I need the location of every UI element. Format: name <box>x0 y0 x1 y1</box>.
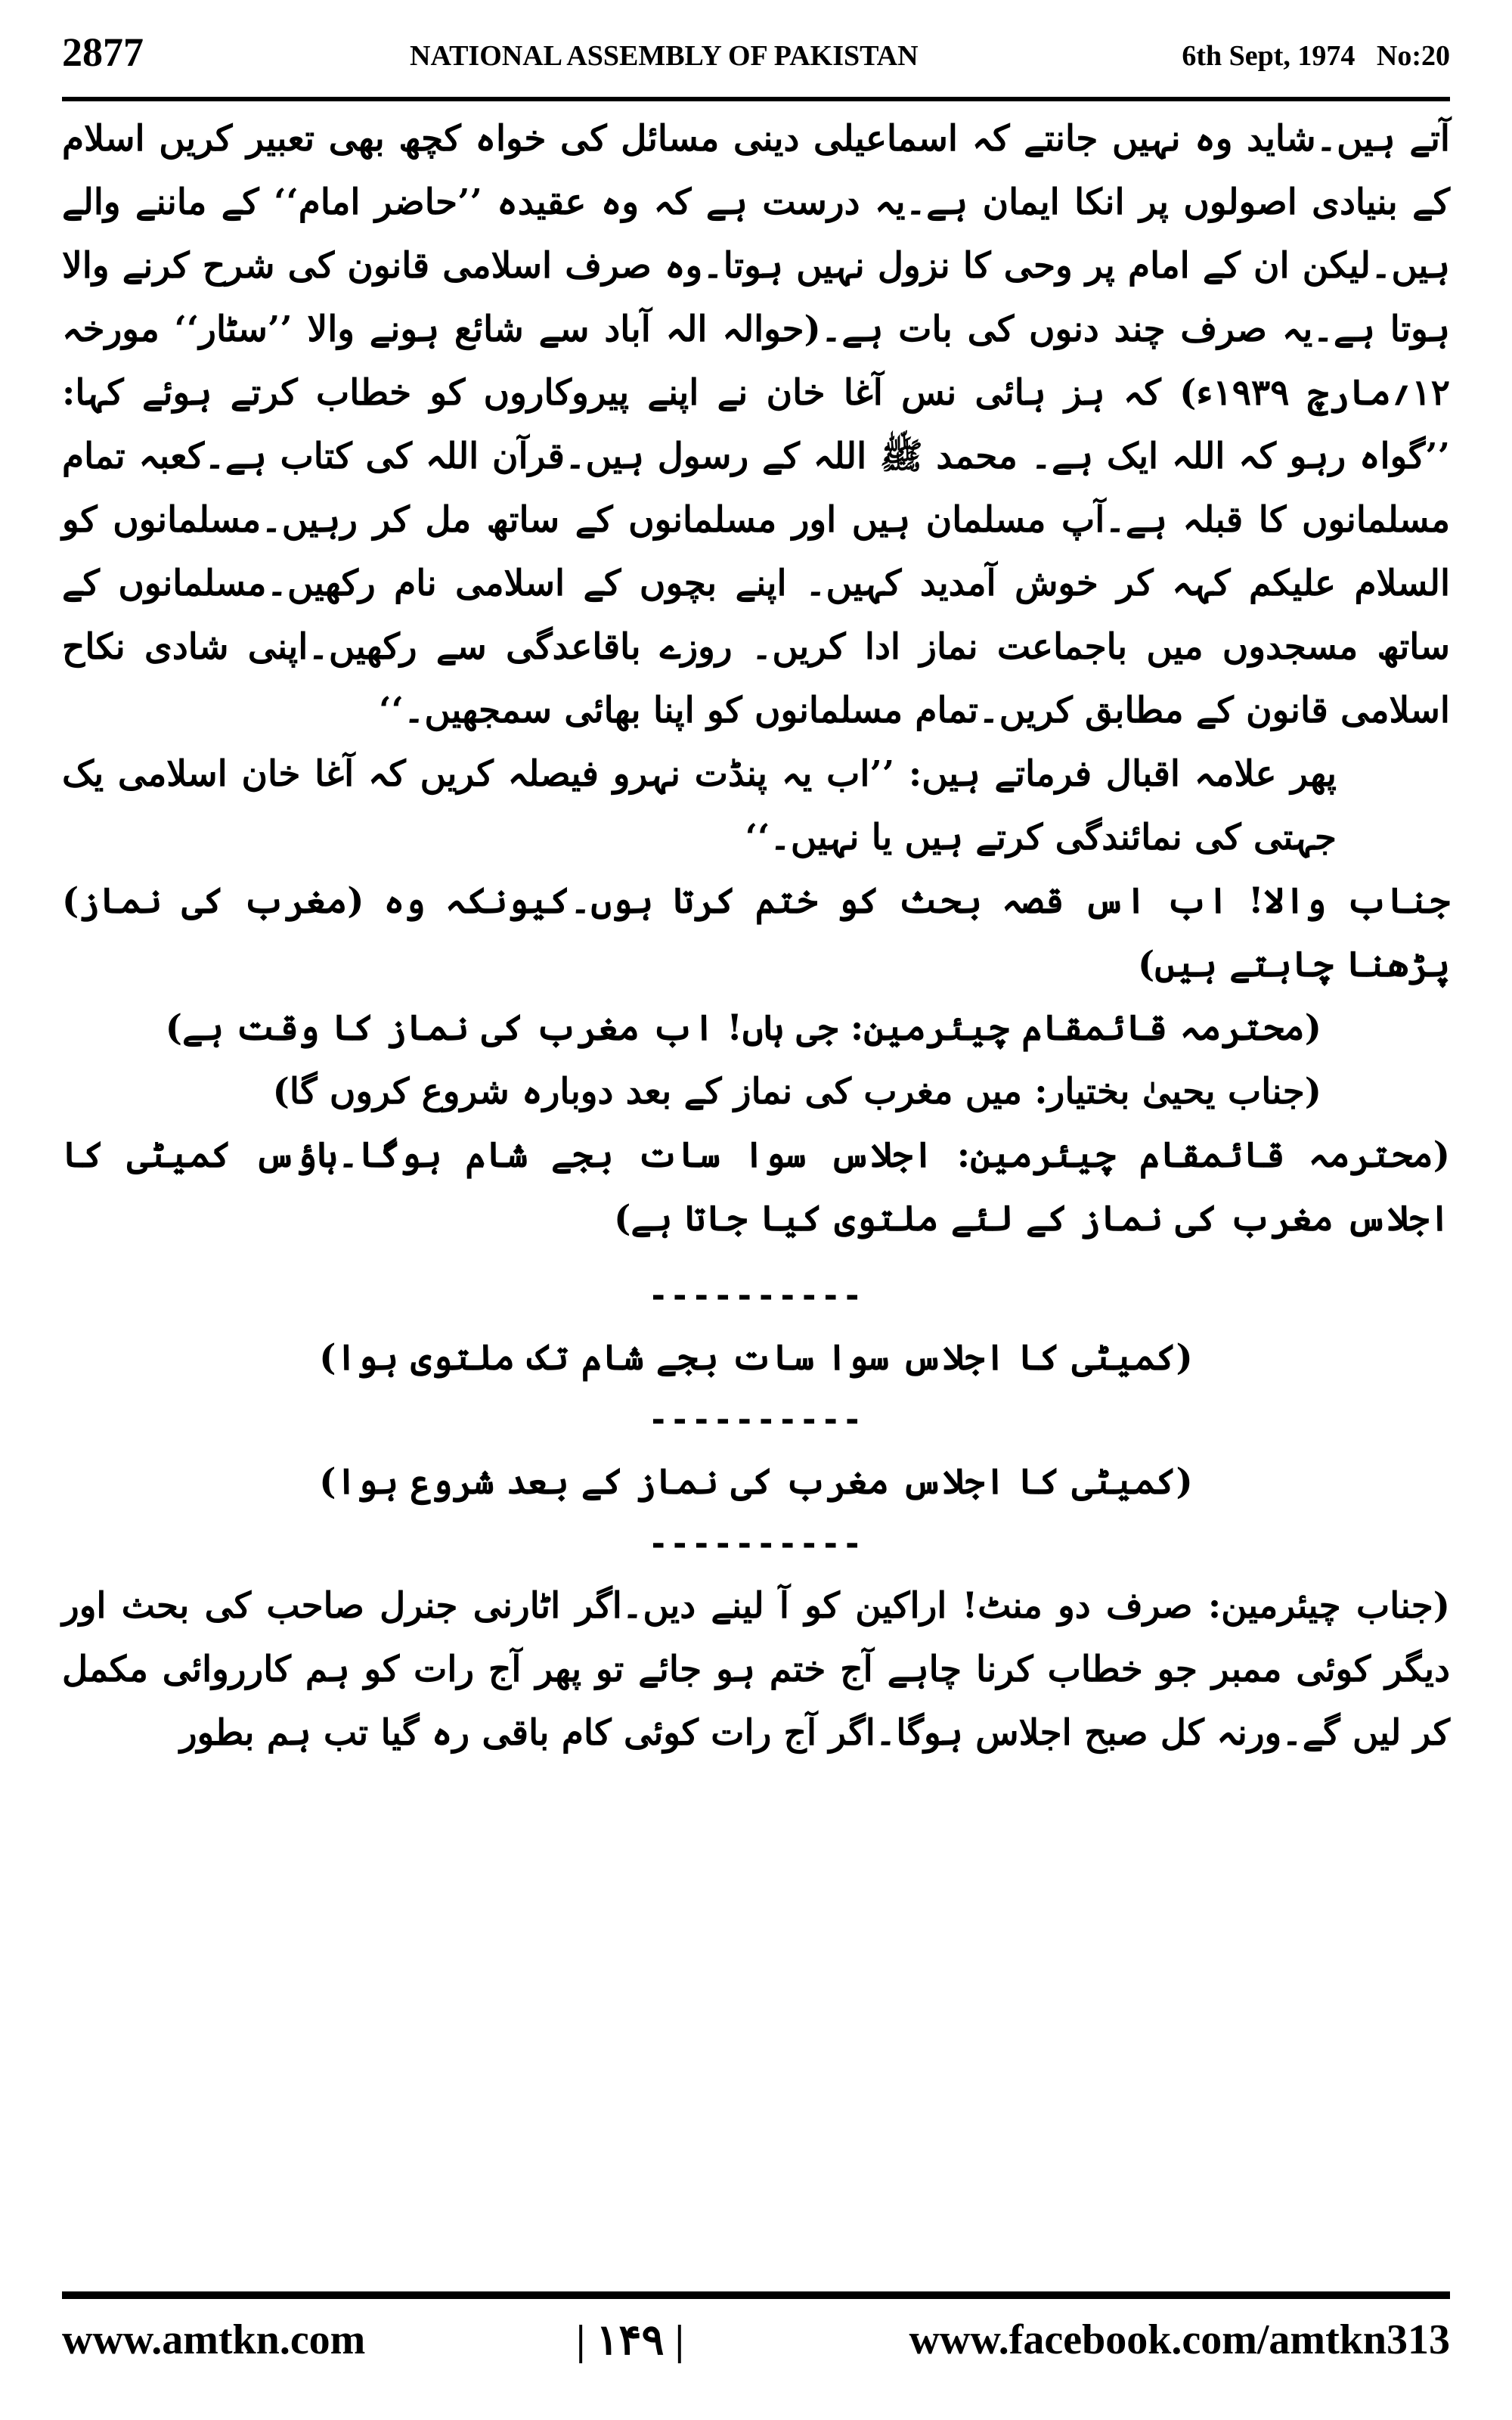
header-divider <box>62 97 1450 101</box>
facebook-link[interactable]: www.facebook.com/amtkn313 <box>909 2316 1450 2363</box>
speaker-remark: (جناب یحییٰ بختیار: میں مغرب کی نماز کے بعد دوبارہ شروع کروں گا) <box>272 1071 1321 1112</box>
paragraph-quote: آتے ہیں۔شاید وہ نہیں جانتے کہ اسماعیلی دینی مسائل کی خواہ کچھ بھی تعبیر کریں اسلام کے بنیادی اصولوں پر انکا ایمان ہے۔یہ درست ہے کہ وہ عقیدہ ’’حاضر امام‘‘ کے ماننے والے ہیں۔لیکن ان کے امام پر وحی کا نزول نہیں ہوتا۔وہ صرف اسلامی قانون کی شرح کرنے والا ہوتا ہے۔یہ صرف چند دنوں کی بات ہے۔(حوالہ الہ آباد سے شائع ہونے والا ’’سٹار‘‘ مورخہ ۱۲؍مارچ ۱۹۳۹ء) کہ ہز ہائی نس آغا خان نے اپنے پیروکاروں کو خطاب کرتے ہوئے کہا: ’’گواہ رہو کہ اللہ ایک ہے۔ محمد ﷺ اللہ کے رسول ہیں۔قرآن اللہ کی کتاب ہے۔کعبہ تمام مسلمانوں کا قبلہ ہے۔آپ مسلمان ہیں اور مسلمانوں کے ساتھ مل کر رہیں۔مسلمانوں کو السلام علیکم کہہ کر خوش آمدید کہیں۔ اپنے بچوں کے اسلامی نام رکھیں۔مسلمانوں کے ساتھ مسجدوں میں باجماعت نماز ادا کریں۔ روزے باقاعدگی سے رکھیں۔اپنی شادی نکاح اسلامی قانون کے مطابق کریں۔تمام مسلمانوں کو اپنا بھائی سمجھیں۔‘‘ <box>62 118 1451 731</box>
paragraph-speaker: جناب والا! اب اس قصہ بحث کو ختم کرتا ہوں۔کیونکہ وہ (مغرب کی نماز) پڑھنا چاہتے ہیں) <box>62 880 1450 985</box>
page-number: 2877 <box>62 29 144 75</box>
paragraph-iqbal: پھر علامہ اقبال فرماتے ہیں: ’’اب یہ پنڈت نہرو فیصلہ کریں کہ آغا خان اسلامی یک جہتی کی نمائندگی کرتے ہیں یا نہیں۔‘‘ <box>62 753 1337 858</box>
session-date: 6th Sept, 1974 No:20 <box>1182 40 1450 72</box>
spacer <box>62 1251 1450 1266</box>
chairman-statement: (جناب چیئرمین: صرف دو منٹ! اراکین کو آ لینے دیں۔اگر اٹارنی جنرل صاحب کی بحث اور دیگر کوئی ممبر جو خطاب کرنا چاہے آج ختم ہو جائے تو پھر آج رات کو ہم کارروائی مکمل کر لیں گے۔ورنہ کل صبح اجلاس ہوگا۔اگر آج رات کوئی کام باقی رہ گیا تب ہم بطور <box>62 1585 1450 1754</box>
page-body <box>62 107 1450 2285</box>
publication-title: NATIONAL ASSEMBLY OF PAKISTAN <box>410 40 919 72</box>
page-marker: | ۱۴۹ | <box>576 2317 684 2364</box>
separator-line: ---------- <box>648 1525 864 1563</box>
website-link[interactable]: www.amtkn.com <box>62 2316 366 2363</box>
separator-line: ---------- <box>648 1277 864 1315</box>
chair-remark: (محترمہ قائمقام چیئرمین: جی ہاں! اب مغرب کی نماز کا وقت ہے) <box>165 1007 1321 1049</box>
footer-divider <box>62 2291 1450 2299</box>
resumption-note: (کمیٹی کا اجلاس مغرب کی نماز کے بعد شروع ہوا) <box>319 1461 1193 1503</box>
separator-line: ---------- <box>648 1401 864 1439</box>
chair-adjournment: (محترمہ قائمقام چیئرمین: اجلاس سوا سات بجے شام ہوگا۔ہاؤس کمیٹی کا اجلاس مغرب کی نماز کے لئے ملتوی کیا جاتا ہے) <box>62 1134 1450 1239</box>
page-footer <box>62 2316 1450 2384</box>
adjournment-note: (کمیٹی کا اجلاس سوا سات بجے شام تک ملتوی ہوا) <box>319 1337 1193 1379</box>
page-header <box>62 29 1450 89</box>
